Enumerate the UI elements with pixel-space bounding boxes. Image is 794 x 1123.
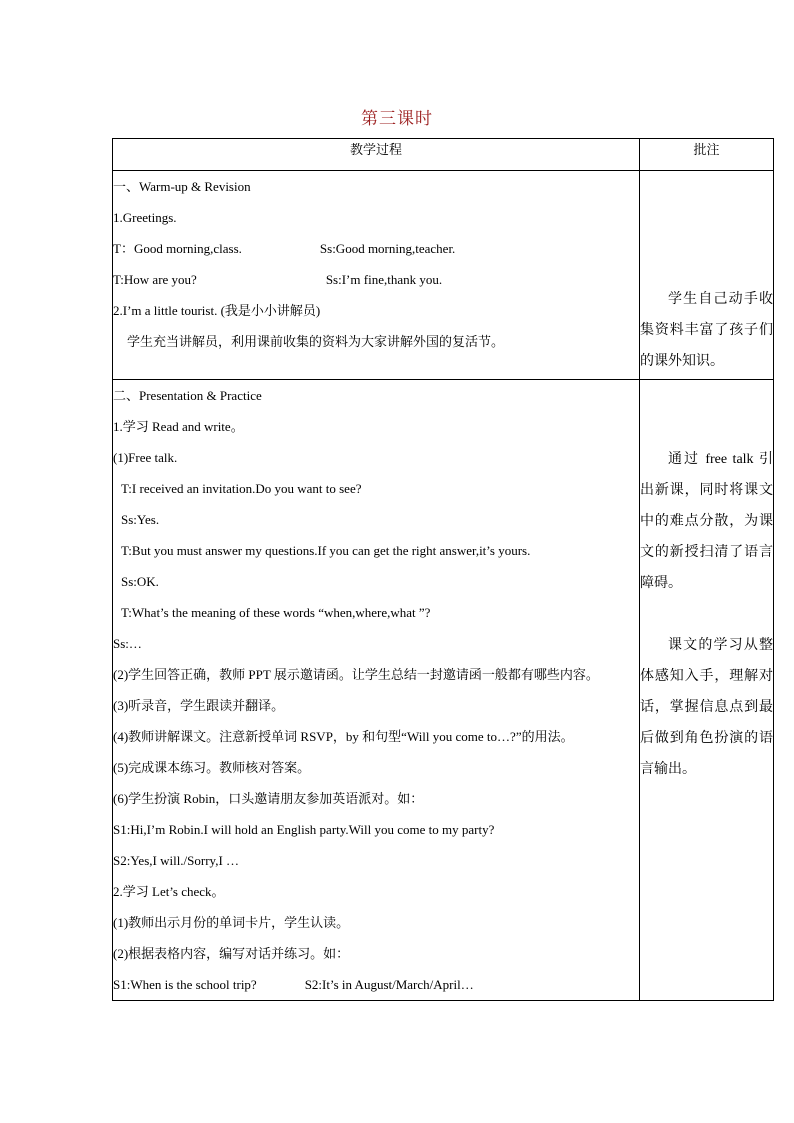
free-talk-title: (1)Free talk. <box>113 450 178 465</box>
students-greeting: Ss:Good morning,teacher. <box>319 241 456 256</box>
header-teaching-process: 教学过程 <box>113 139 640 171</box>
lesson-table <box>112 138 774 1001</box>
step-item: (2)根据表格内容，编写对话并练习。如： <box>113 946 350 961</box>
step-item: (4)教师讲解课文。注意新授单词 RSVP，by 和句型“Will you come to…?”的用法。 <box>113 729 574 744</box>
warmup-heading: 一、Warm-up & Revision <box>113 179 251 194</box>
dialogue-line <box>113 969 639 1000</box>
table-header-row <box>113 139 774 171</box>
section-warmup-row <box>113 171 774 380</box>
dialogue-line: T:What’s the meaning of these words “when,where,what ”? <box>121 605 431 620</box>
read-write-title: 1.学习 Read and write。 <box>113 419 244 434</box>
tourist-description: 学生充当讲解员，利用课前收集的资料为大家讲解外国的复活节。 <box>127 334 505 349</box>
dialogue-line: S1:Hi,I’m Robin.I will hold an English party.Will you come to my party? <box>113 822 495 837</box>
free-talk-note: 通过 free talk 引出新课，同时将课文中的难点分散，为课文的新授扫清了语言障碍。 <box>640 452 773 591</box>
step-item: (5)完成课本练习。教师核对答案。 <box>113 760 311 775</box>
tourist-title: 2.I’m a little tourist. (我是小小讲解员) <box>113 303 321 318</box>
presentation-note-cell <box>640 380 774 1001</box>
header-notes: 批注 <box>640 139 774 171</box>
dialogue-line <box>113 264 639 295</box>
answer-line: S2:It’s in August/March/April… <box>304 977 474 992</box>
dialogue-line: Ss:… <box>113 636 142 651</box>
page-title: 第三课时 <box>361 109 433 128</box>
presentation-heading: 二、Presentation & Practice <box>113 388 262 403</box>
warmup-note: 学生自己动手收集资料丰富了孩子们的课外知识。 <box>640 292 773 369</box>
dialogue-line: S2:Yes,I will./Sorry,I … <box>113 853 240 868</box>
dialogue-line: Ss:OK. <box>121 574 159 589</box>
students-answer: Ss:I’m fine,thank you. <box>325 272 443 287</box>
step-item: (3)听录音，学生跟读并翻译。 <box>113 698 285 713</box>
step-item: (6)学生扮演 Robin，口头邀请朋友参加英语派对。如： <box>113 791 424 806</box>
section-presentation-row <box>113 380 774 1001</box>
lets-check-title: 2.学习 Let’s check。 <box>113 884 225 899</box>
dialogue-line: Ss:Yes. <box>121 512 160 527</box>
teacher-question: T:How are you? <box>113 272 197 287</box>
question-line: S1:When is the school trip? <box>113 977 257 992</box>
dialogue-line: T:But you must answer my questions.If you can get the right answer,it’s yours. <box>121 543 531 558</box>
warmup-note-cell <box>640 171 774 380</box>
dialogue-line: T:I received an invitation.Do you want to see? <box>121 481 362 496</box>
presentation-content <box>113 380 640 1001</box>
step-item: (2)学生回答正确，教师 PPT 展示邀请函。让学生总结一封邀请函一般都有哪些内容。 <box>113 667 599 682</box>
greetings-title: 1.Greetings. <box>113 210 177 225</box>
dialogue-line <box>113 233 639 264</box>
text-learning-note: 课文的学习从整体感知入手，理解对话，掌握信息点到最后做到角色扮演的语言输出。 <box>640 638 773 777</box>
teacher-greeting: T：Good morning,class. <box>113 241 242 256</box>
warmup-content <box>113 171 640 380</box>
step-item: (1)教师出示月份的单词卡片，学生认读。 <box>113 915 350 930</box>
